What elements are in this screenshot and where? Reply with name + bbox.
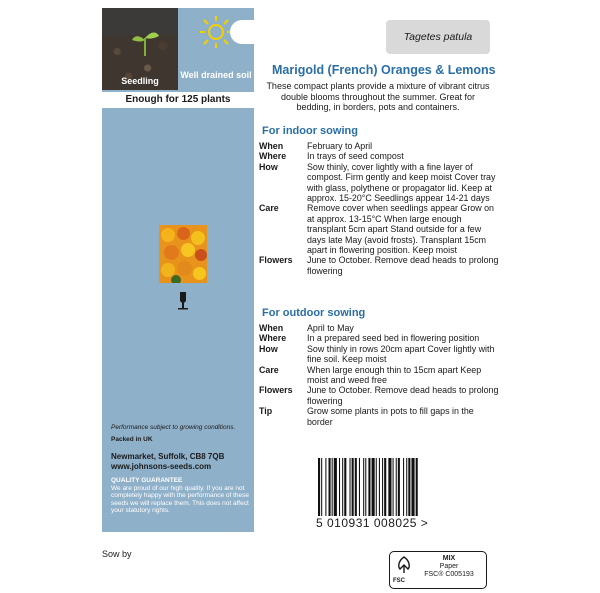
fsc-paper: Paper (439, 563, 459, 570)
guarantee-title: QUALITY GUARANTEE (111, 477, 183, 484)
instruction-value: February to April (307, 141, 373, 151)
instruction-value: In trays of seed compost (307, 151, 404, 162)
blank-label (230, 20, 372, 44)
sun-icon (198, 14, 234, 50)
instruction-value: April to May (307, 323, 354, 333)
product-title: Marigold (French) Oranges & Lemons (272, 63, 496, 77)
address (111, 452, 224, 471)
fsc-badge (389, 551, 487, 589)
website: www.johnsons-seeds.com (111, 461, 212, 471)
instruction-row (259, 141, 499, 151)
instruction-row (259, 406, 499, 427)
indoor-heading: For indoor sowing (262, 125, 358, 137)
instruction-value: In a prepared seed bed in flowering position (307, 333, 480, 344)
trowel-icon (177, 292, 189, 310)
instruction-key: When (259, 323, 284, 333)
instruction-value: June to October. Remove dead heads to prolong flowering (307, 385, 499, 406)
seed-count: Enough for 125 plants (102, 92, 254, 108)
instruction-value: Remove cover when seedlings appear Grow on at approx. 13-15°C When large enough transplant 5cm apart Stand outside for a few days late May (avoid frosts). Transplant 15cm apart in flowering position. Keep moist (307, 203, 494, 256)
instruction-row (259, 365, 499, 386)
fsc-mix: MIX (442, 555, 456, 562)
instruction-row (259, 255, 499, 276)
instruction-key: Where (259, 333, 287, 344)
performance-note: Performance subject to growing conditions. (111, 424, 236, 431)
instruction-row (259, 203, 499, 255)
instruction-row (259, 385, 499, 406)
outdoor-heading: For outdoor sowing (262, 307, 366, 319)
outdoor-instructions (259, 323, 499, 427)
guarantee-text: We are proud of our high quality. If you are not completely happy with the performance of these seeds we will replace them. This does not affect your statutory rights. (111, 484, 250, 515)
instruction-key: Flowers (259, 385, 293, 396)
instruction-value: Sow thinly in rows 20cm apart Cover lightly with fine soil. Keep moist (307, 343, 495, 365)
instruction-key: Where (259, 151, 287, 162)
fsc-logo-text: FSC (393, 578, 405, 584)
seedling-icon (130, 26, 160, 56)
instruction-key: When (259, 141, 284, 151)
instruction-key: Tip (259, 406, 273, 417)
sow-by-label: Sow by (102, 549, 132, 559)
packed-in: Packed in UK (111, 436, 153, 443)
instruction-key: Care (259, 203, 279, 214)
flower-photo (159, 225, 207, 283)
seedling-label: Seedling (121, 76, 159, 86)
instruction-key: How (259, 161, 278, 172)
indoor-instructions (259, 141, 499, 276)
instruction-key: Care (259, 364, 279, 375)
instruction-row (259, 151, 499, 161)
instruction-value: Grow some plants in pots to fill gaps in the border (307, 406, 474, 427)
instruction-row (259, 323, 499, 333)
product-description: These compact plants provide a mixture of vibrant citrus double blooms throughout the summer. Great for bedding, in borders, pots and containers. (266, 81, 490, 112)
instruction-value: When large enough thin to 15cm apart Keep moist and weed free (307, 364, 482, 386)
fsc-code: FSC® C005193 (424, 571, 474, 578)
barcode-number: 5 010931 008025 > (316, 516, 429, 530)
instruction-row (259, 333, 499, 343)
instruction-row (259, 162, 499, 204)
latin-name: Tagetes patula (386, 20, 490, 54)
barcode (316, 458, 480, 516)
instruction-key: How (259, 343, 278, 354)
quality-guarantee (111, 477, 251, 515)
instruction-value: Sow thinly, cover lightly with a fine layer of compost. Firm gently and keep moist Cover tray with glass, polythene or propagator lid. Keep at approx. 15-20°C Seedlings appear 14-21 days (307, 161, 496, 204)
soil-label: Well drained soil (180, 70, 252, 80)
address-line: Newmarket, Suffolk, CB8 7QB (111, 452, 225, 461)
instruction-key: Flowers (259, 255, 293, 266)
instruction-value: June to October. Remove dead heads to prolong flowering (307, 255, 499, 276)
instruction-row (259, 344, 499, 365)
